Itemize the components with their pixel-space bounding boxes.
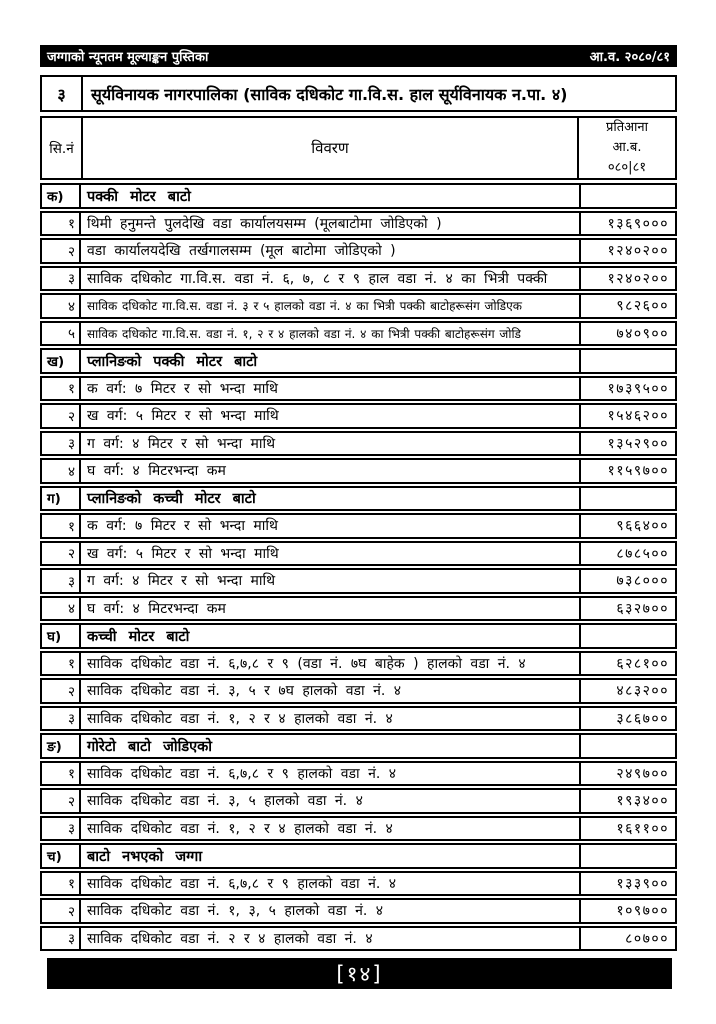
section-letter-cell: घ) [42,625,81,647]
description-cell: साविक दधिकोट वडा नं. ६,७,८ र ९ हालको वडा नं. ४ [87,875,397,892]
rate-cell: १०९७०० [579,900,675,922]
serial-cell: ३ [42,570,81,592]
description-cell: साविक दधिकोट गा.वि.स. वडा नं. १, २ र ४ हालको वडा नं. ४ का भित्री पक्की बाटोहरूसंग जोडि [87,326,521,341]
serial-cell: १ [42,763,81,785]
description-cell: ग वर्ग: ४ मिटर र सो भन्दा माथि [87,435,276,452]
rate-cell [579,350,675,372]
table-row [40,513,677,539]
rate-cell: ६२८१०० [579,653,675,675]
table-row [40,403,677,429]
table-row [40,788,677,814]
serial-cell: ३ [42,268,81,290]
section-heading-cell: प्लानिङको पक्की मोटर बाटो [87,353,258,370]
rate-cell [579,185,675,207]
table-row [40,651,677,677]
table-row [40,541,677,567]
page-number: [१४] [336,961,383,986]
description-cell: ग वर्ग: ४ मिटर र सो भन्दा माथि [87,573,276,590]
rate-cell [579,735,675,757]
table-row [40,926,677,952]
serial-cell: ४ [42,295,81,317]
description-cell: साविक दधिकोट गा.वि.स. वडा नं. ६, ७, ८ र ९ हाल वडा नं. ४ का भित्री पक्की [87,270,548,287]
serial-cell: ४ [42,460,81,482]
rate-cell: ६३२७०० [579,598,675,620]
serial-cell: १ [42,213,81,235]
serial-cell: ४ [42,598,81,620]
description-cell: घ वर्ग: ४ मिटरभन्दा कम [87,463,226,480]
serial-cell: २ [42,790,81,812]
table-header-row [40,116,677,180]
description-cell: थिमी हनुमन्ते पुलदेखि वडा कार्यालयसम्म (मूलबाटोमा जोडिएको ) [87,215,442,232]
description-cell: साविक दधिकोट वडा नं. १, ३, ५ हालको वडा नं. ४ [87,903,384,920]
municipality-number: ३ [42,77,83,110]
table-row [40,321,677,347]
table-row [40,568,677,594]
fiscal-year-label: आ.व. २०८०/८१ [589,50,670,65]
serial-cell: ३ [42,928,81,950]
section-heading-cell: गोरेटो बाटो जोडिएको [87,738,213,755]
serial-cell: ३ [42,818,81,840]
serial-cell: १ [42,378,81,400]
rate-cell: १९३४०० [579,790,675,812]
column-header-serial: सि.नं [42,118,83,178]
rate-cell: ८०७०० [579,928,675,950]
top-banner [40,45,677,67]
rate-cell: १५४६२०० [579,405,675,427]
description-cell: साविक दधिकोट गा.वि.स. वडा नं. ३ र ५ हालको वडा नं. ४ का भित्री पक्की बाटोहरूसंग जोडिएक [87,299,522,314]
table-row [40,211,677,237]
table-row [40,266,677,292]
section-letter-cell: ख) [42,350,81,372]
table-row [40,238,677,264]
table-row [40,706,677,732]
description-cell: साविक दधिकोट वडा नं. ६,७,८ र ९ (वडा नं. ७घ बाहेक ) हालको वडा नं. ४ [87,655,526,672]
rate-cell: १३३९०० [579,873,675,895]
rate-cell: २४९७०० [579,763,675,785]
section-heading-cell: कच्ची मोटर बाटो [87,628,190,645]
description-cell: ख वर्ग: ५ मिटर र सो भन्दा माथि [87,408,279,425]
rate-cell: ९६६४०० [579,515,675,537]
rate-cell: १७३९५०० [579,378,675,400]
section-header-row [40,486,677,512]
municipality-title: सूर्यविनायक नागरपालिका (साविक दधिकोट गा.वि.स. हाल सूर्यविनायक न.पा. ४) [91,84,568,104]
description-cell: साविक दधिकोट वडा नं. ६,७,८ र ९ हालको वडा नं. ४ [87,765,397,782]
description-cell: साविक दधिकोट वडा नं. २ र ४ हालको वडा नं. ४ [87,930,373,947]
section-header-row [40,733,677,759]
rate-cell: ९८२६०० [579,295,675,317]
table-row [40,458,677,484]
table-row [40,293,677,319]
section-header-row [40,183,677,209]
serial-cell: २ [42,680,81,702]
rate-cell: ११५९७०० [579,460,675,482]
rate-cell: ७३८००० [579,570,675,592]
description-cell: क वर्ग: ७ मिटर र सो भन्दा माथि [87,518,278,535]
description-cell: वडा कार्यालयदेखि तर्खगालसम्म (मूल बाटोमा जोडिएको ) [87,243,396,260]
serial-cell: २ [42,900,81,922]
description-cell: क वर्ग: ७ मिटर र सो भन्दा माथि [87,380,278,397]
section-heading-cell: प्लानिङको कच्ची मोटर बाटो [87,491,256,508]
serial-cell: २ [42,240,81,262]
section-heading-cell: बाटो नभएको जग्गा [87,848,203,865]
description-cell: साविक दधिकोट वडा नं. ३, ५ र ७घ हालको वडा नं. ४ [87,683,402,700]
section-letter-cell: ङ) [42,735,81,757]
rate-cell: १२४०२०० [579,268,675,290]
serial-cell: ५ [42,323,81,345]
rate-cell [579,845,675,867]
serial-cell: २ [42,543,81,565]
table-row [40,871,677,897]
column-header-description: विवरण [311,139,349,157]
rate-cell: ८७८५०० [579,543,675,565]
section-letter-cell: क) [42,185,81,207]
rate-cell: १३६९००० [579,213,675,235]
description-cell: साविक दधिकोट वडा नं. १, २ र ४ हालको वडा नं. ४ [87,820,393,837]
table-body [40,183,677,953]
rate-cell [579,625,675,647]
table-row [40,898,677,924]
serial-cell: ३ [42,433,81,455]
table-row [40,596,677,622]
page-number-bar [47,958,672,989]
rate-cell: १२४०२०० [579,240,675,262]
rate-header-line1: प्रतिआना [605,119,649,135]
serial-cell: १ [42,653,81,675]
rate-cell: १६११०० [579,818,675,840]
table-row [40,678,677,704]
serial-cell: ३ [42,708,81,730]
rate-header-line2: आ.ब. [612,139,642,155]
rate-header-line3: ०८०|८१ [607,160,647,176]
serial-cell: २ [42,405,81,427]
section-heading-cell: पक्की मोटर बाटो [87,188,191,205]
section-letter-cell: ग) [42,488,81,510]
serial-cell: १ [42,515,81,537]
section-header-row [40,843,677,869]
rate-cell [579,488,675,510]
table-row [40,816,677,842]
rate-cell: १३५२९०० [579,433,675,455]
rate-cell: ३८६७०० [579,708,675,730]
description-cell: घ वर्ग: ४ मिटरभन्दा कम [87,600,226,617]
municipality-title-row [40,75,677,112]
column-header-rate [577,118,675,178]
description-cell: साविक दधिकोट वडा नं. १, २ र ४ हालको वडा नं. ४ [87,710,393,727]
table-row [40,376,677,402]
section-header-row [40,623,677,649]
table-row [40,431,677,457]
rate-cell: ४८३२०० [579,680,675,702]
description-cell: ख वर्ग: ५ मिटर र सो भन्दा माथि [87,545,279,562]
rate-cell: ७४०९०० [579,323,675,345]
serial-cell: १ [42,873,81,895]
table-row [40,761,677,787]
booklet-title: जग्गाको न्यूनतम मूल्याङ्कन पुस्तिका [47,50,209,65]
section-header-row [40,348,677,374]
section-letter-cell: च) [42,845,81,867]
description-cell: साविक दधिकोट वडा नं. ३, ५ हालको वडा नं. ४ [87,793,363,810]
